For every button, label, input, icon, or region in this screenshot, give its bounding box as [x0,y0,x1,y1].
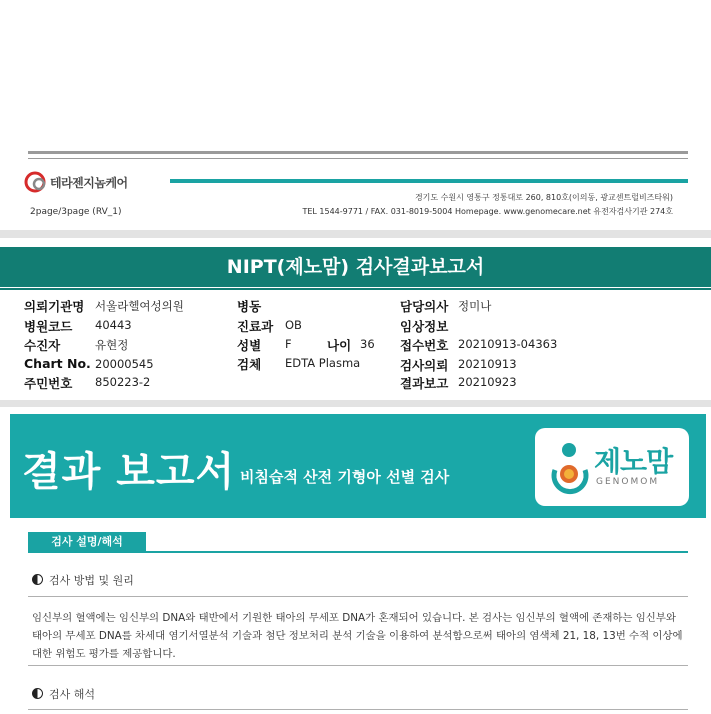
method-paragraph: 임신부의 혈액에는 임신부의 DNA와 태반에서 기원한 태아의 무세포 DNA가 혼재되어 있습니다. 본 검사는 임신부의 혈액에 존재하는 임신부와 태아의 무세포 DNA를 차세대 염기서열분석 기술과 첨단 정보처리 분석 기술을 이용하여 분석함으로써 태아의 염색체 21, 18, 13번 수적 이상에 대한 위험도 평가를 제공합니다. [32,612,683,660]
patient-name-value: 유현정 [95,338,129,352]
hospital-value: 서울라헬여성의원 [95,299,184,313]
age-value: 36 [360,337,375,351]
doctor-value: 정미나 [458,299,492,313]
chart-no-label: Chart No. [24,356,91,371]
header-accent-line [170,179,688,183]
header-rule [28,151,688,154]
hospital-label: 의뢰기관명 [24,299,85,314]
company-name: 테라젠지놈케어 [50,175,128,190]
dept-value: OB [285,318,302,332]
section-underline [28,551,688,553]
method-heading-text: 검사 방법 및 원리 [49,574,134,587]
separator-band-2 [0,400,711,407]
half-circle-bullet-icon [32,574,43,585]
half-circle-bullet-icon [32,688,43,699]
page-info: 2page/3page (RV_1) [30,207,122,217]
dept-label: 진료과 [237,319,274,334]
request-value: 20210913 [458,357,517,371]
genomom-logo-icon [545,440,593,496]
result-value: 20210923 [458,375,517,389]
banner-title: 결과 보고서 [22,449,236,495]
clinical-label: 임상정보 [400,319,449,334]
divider [28,709,688,710]
address-line-1: 경기도 수원시 영통구 정통대로 260, 810호(이의동, 광교센트럴비즈타워) [414,193,673,202]
ward-label: 병동 [237,299,262,314]
specimen-label: 검체 [237,357,262,372]
interp-heading [32,686,95,702]
divider [28,596,688,597]
chart-no-value: 20000545 [95,357,154,371]
hospital-code-label: 병원코드 [24,319,73,334]
separator-band [0,230,711,238]
banner-subtitle: 비침습적 산전 기형아 선별 검사 [240,468,450,486]
age-label: 나이 [327,338,352,353]
doctor-label: 담당의사 [400,299,449,314]
receipt-value: 20210913-04363 [458,337,558,351]
sex-label: 성별 [237,338,262,353]
sex-value: F [285,337,292,351]
result-label: 결과보고 [400,376,449,391]
section-tab: 검사 설명/해석 [28,532,146,552]
id-no-label: 주민번호 [24,376,73,391]
patient-name-label: 수진자 [24,338,61,353]
method-heading [32,572,134,588]
hospital-code-value: 40443 [95,318,132,332]
request-label: 검사의뢰 [400,358,449,373]
title-underline [0,288,711,290]
brand-subtitle: GENOMOM [596,477,660,487]
divider [28,665,688,666]
address-line-2: TEL 1544-9771 / FAX. 031-8019-5004 Homepage. www.genomecare.net 유전자검사기관 274호 [302,207,673,216]
id-no-value: 850223-2 [95,375,151,389]
terragen-logo-icon [24,171,48,193]
report-title: NIPT(제노맘) 검사결과보고서 [0,247,711,287]
interp-heading-text: 검사 해석 [49,688,96,701]
header-rule-thin [28,158,688,159]
brand-name: 제노맘 [594,445,673,478]
company-logo [24,171,128,193]
receipt-label: 접수번호 [400,338,449,353]
specimen-value: EDTA Plasma [285,356,361,370]
